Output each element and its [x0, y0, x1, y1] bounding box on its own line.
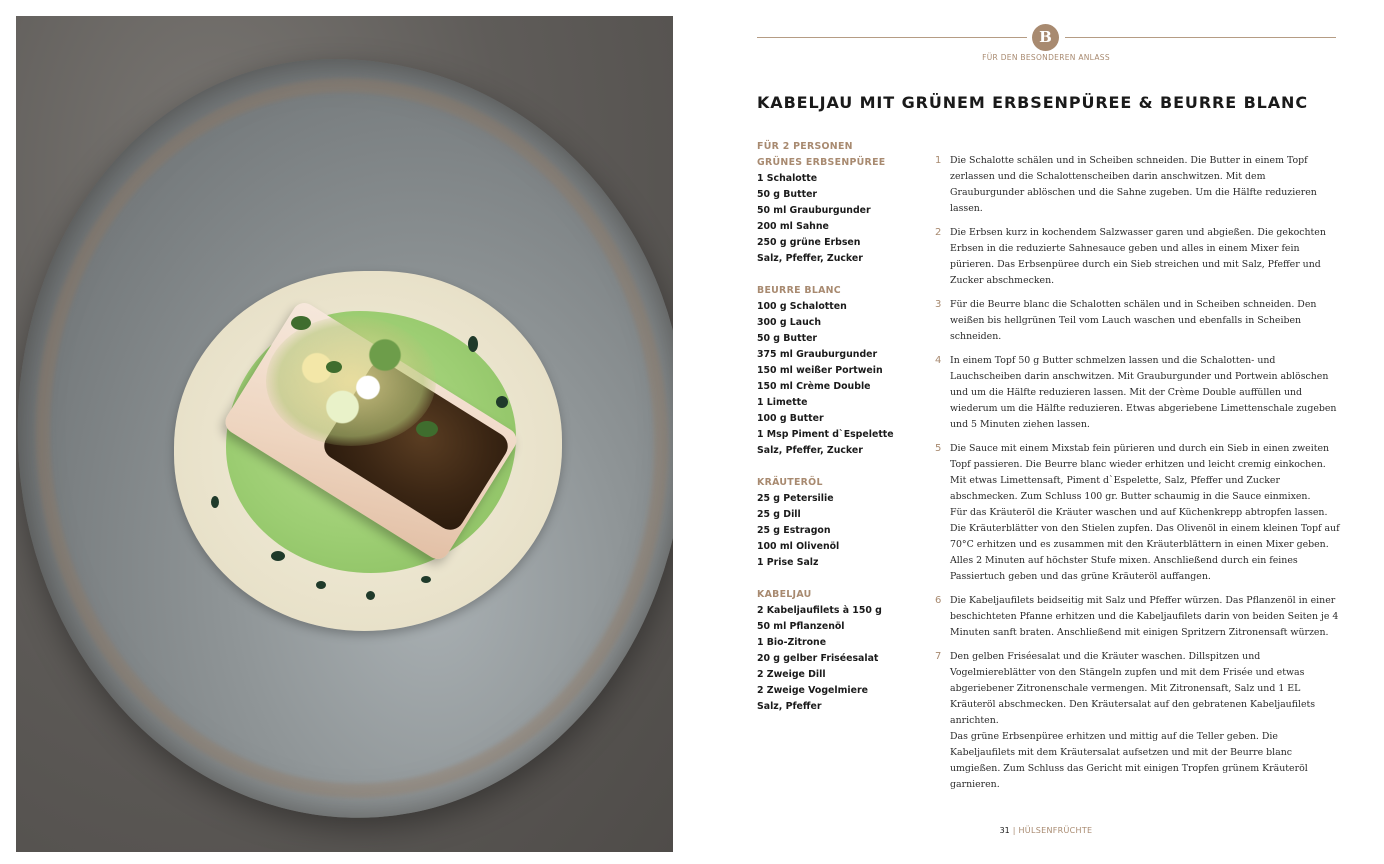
herb-leaf: [291, 316, 311, 330]
preparation-steps: [935, 153, 1340, 801]
herb-leaf: [326, 361, 342, 373]
ingredient-item: 25 g Dill: [757, 509, 801, 520]
ingredient-item: 50 g Butter: [757, 189, 818, 200]
ingredient-item: Salz, Pfeffer: [757, 701, 822, 712]
ingredient-item: 1 Limette: [757, 397, 808, 408]
chapter-category: FÜR DEN BESONDEREN ANLASS: [982, 53, 1110, 62]
step-text: Die Kabeljaufilets beidseitig mit Salz und Pfeffer würzen. Das Pflanzenöl in einer beschichteten Pfanne erhitzen und die Kabeljaufilets darin von beiden Seiten je 4 Minuten sanft braten. Anschließend mit einigen Spritzern Zitronensaft würzen.: [950, 595, 1339, 638]
ingredient-item: 1 Prise Salz: [757, 557, 819, 568]
footer-section: HÜLSENFRÜCHTE: [1018, 826, 1093, 835]
ingredients-list: [757, 139, 927, 731]
step-2: [935, 225, 1340, 289]
ingredient-item: 50 ml Pflanzenöl: [757, 621, 845, 632]
ingredient-item: 2 Zweige Vogelmiere: [757, 685, 868, 696]
step-6: [935, 593, 1340, 641]
step-text: Die Erbsen kurz in kochendem Salzwasser garen und abgießen. Die gekochten Erbsen in die reduzierte Sahnesauce geben und alles in einem Mixer fein pürieren. Das Erbsenpüree durch ein Sieb streichen und mit Salz, Pfeffer und Zucker abschmecken.: [950, 227, 1326, 286]
ingredient-group-kraeuteroel: [757, 475, 927, 571]
step-4: [935, 353, 1340, 433]
ingredient-item: 50 g Butter: [757, 333, 818, 344]
step-number: 5: [935, 443, 942, 454]
page-footer: [946, 826, 1146, 835]
ingredient-item: 25 g Estragon: [757, 525, 831, 536]
ingredient-item: 150 ml weißer Portwein: [757, 365, 883, 376]
herb-oil-drop: [271, 551, 285, 561]
step-number: 7: [935, 651, 942, 662]
step-text-continued: Für das Kräuteröl die Kräuter waschen und auf Küchenkrepp abtropfen lassen. Die Kräuterblätter von den Stielen zupfen. Das Olivenöl in einem kleinen Topf auf 70°C erhitzen und es zusammen mit den Kräuterblättern in einen Mixer geben. Alles 2 Minuten auf höchster Stufe mixen. Anschließend durch ein feines Passiertuch geben und das grüne Kräuteröl auffangen.: [950, 507, 1340, 582]
ingredient-item: 25 g Petersilie: [757, 493, 834, 504]
ingredient-item: 1 Schalotte: [757, 173, 818, 184]
step-number: 4: [935, 355, 942, 366]
ingredient-item: 150 ml Crème Double: [757, 381, 871, 392]
herb-oil-drop: [421, 576, 431, 583]
herb-oil-drop: [468, 336, 478, 352]
ingredient-item: 100 ml Olivenöl: [757, 541, 840, 552]
herb-oil-drop: [316, 581, 326, 589]
ingredient-item: 100 g Schalotten: [757, 301, 847, 312]
ingredient-item: 250 g grüne Erbsen: [757, 237, 861, 248]
herb-leaf: [416, 421, 438, 437]
ingredient-item: 2 Kabeljaufilets à 150 g: [757, 605, 882, 616]
herb-salad: [266, 316, 436, 446]
ingredient-item: 375 ml Grauburgunder: [757, 349, 878, 360]
herb-oil-drop: [366, 591, 375, 600]
step-text: Die Sauce mit einem Mixstab fein pürieren und durch ein Sieb in einen zweiten Topf passieren. Die Beurre blanc wieder erhitzen und leicht cremig einkochen. Mit etwas Limettensaft, Piment d`Espelette, Salz, Pfeffer und Zucker abschmecken. Zum Schluss 100 gr. Butter schaumig in die Sauce einmixen.: [950, 443, 1330, 502]
ingredient-group-heading: GRÜNES ERBSENPÜREE: [757, 157, 886, 168]
ingredient-item: 1 Bio-Zitrone: [757, 637, 827, 648]
ingredient-item: 50 ml Grauburgunder: [757, 205, 871, 216]
ingredient-group-heading: BEURRE BLANC: [757, 285, 841, 296]
ingredient-item: 2 Zweige Dill: [757, 669, 826, 680]
step-text: In einem Topf 50 g Butter schmelzen lassen und die Schalotten- und Lauchscheiben darin anschwitzen. Mit Grauburgunder und Portwein ablöschen und um die Hälfte reduzieren lassen. Mit der Crème Double auffüllen und wiederum um die Hälfte reduzieren. Etwas abgeriebene Limettenschale zugeben und 5 Minuten ziehen lassen.: [950, 355, 1337, 430]
ingredient-item: 300 g Lauch: [757, 317, 822, 328]
ingredient-group-heading: KRÄUTERÖL: [757, 477, 823, 488]
ingredient-group-kabeljau: [757, 587, 927, 715]
step-5: [935, 441, 1340, 585]
ingredient-item: 200 ml Sahne: [757, 221, 829, 232]
step-number: 1: [935, 155, 942, 166]
recipe-title: KABELJAU MIT GRÜNEM ERBSENPÜREE & BEURRE BLANC: [757, 93, 1308, 112]
herb-oil-drop: [496, 396, 508, 408]
step-7: [935, 649, 1340, 793]
step-text: Den gelben Friséesalat und die Kräuter waschen. Dillspitzen und Vogelmiereblätter von den Stängeln zupfen und mit dem Frisée und etwas abgeriebener Zitronenschale vermengen. Mit Zitronensaft, Salz und 1 EL Kräuteröl abschmecken. Den Kräutersalat auf den gebratenen Kabeljaufilets anrichten.: [950, 651, 1316, 726]
step-1: [935, 153, 1340, 217]
ingredient-item: Salz, Pfeffer, Zucker: [757, 253, 863, 264]
page-number: 31: [999, 826, 1010, 835]
ingredient-group-beurre-blanc: [757, 283, 927, 459]
step-text: Die Schalotte schälen und in Scheiben schneiden. Die Butter in einem Topf zerlassen und die Schalottenscheiben darin anschwitzen. Mit dem Grauburgunder ablöschen und die Sahne zugeben. Um die Hälfte reduzieren lassen.: [950, 155, 1317, 214]
dish-photo: [16, 16, 673, 852]
herb-oil-drop: [211, 496, 219, 508]
step-number: 6: [935, 595, 942, 606]
footer-separator: |: [1012, 826, 1016, 835]
header-rule-left: [757, 37, 1027, 38]
step-text: Für die Beurre blanc die Schalotten schälen und in Scheiben schneiden. Den weißen bis hellgrünen Teil vom Lauch waschen und ebenfalls in Scheiben schneiden.: [950, 299, 1317, 342]
servings-label: FÜR 2 PERSONEN: [757, 141, 853, 152]
step-text-continued: Das grüne Erbsenpüree erhitzen und mittig auf die Teller geben. Die Kabeljaufilets mit dem Kräutersalat aufsetzen und mit der Beurre blanc umgießen. Zum Schluss das Gericht mit einigen Tropfen grünem Kräuteröl garnieren.: [950, 731, 1308, 790]
header-rule-right: [1065, 37, 1336, 38]
step-number: 3: [935, 299, 942, 310]
ingredient-item: Salz, Pfeffer, Zucker: [757, 445, 863, 456]
ingredient-group-heading: KABELJAU: [757, 589, 812, 600]
step-number: 2: [935, 227, 942, 238]
ingredient-group-erbsenpueree: [757, 155, 927, 267]
ingredient-item: 20 g gelber Friséesalat: [757, 653, 879, 664]
ingredient-item: 1 Msp Piment d`Espelette: [757, 429, 894, 440]
chapter-badge: B: [1032, 24, 1059, 51]
ingredient-item: 100 g Butter: [757, 413, 824, 424]
step-3: [935, 297, 1340, 345]
